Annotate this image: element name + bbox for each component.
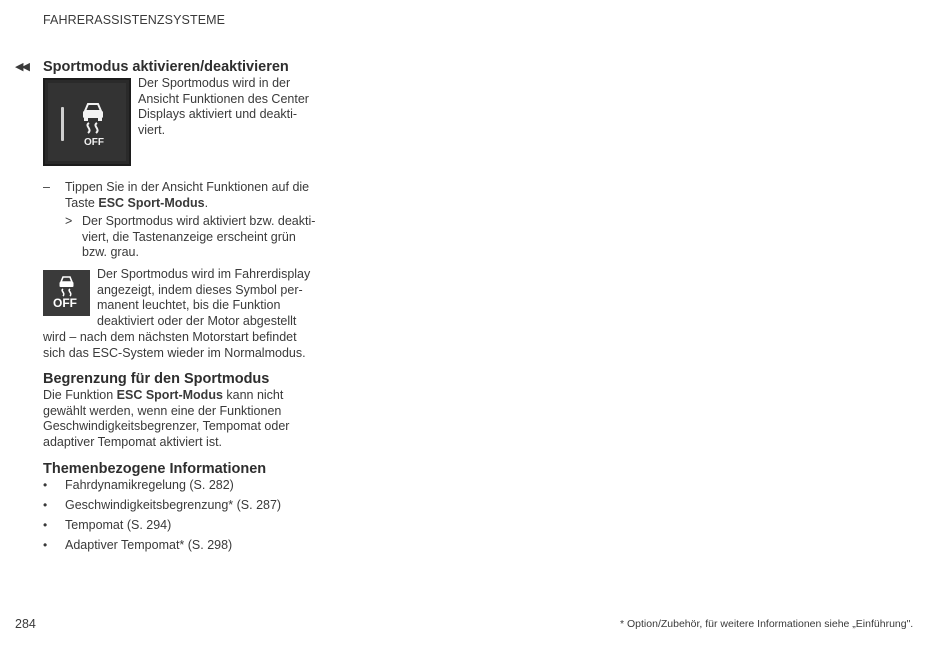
begrenzung-line: Geschwindigkeitsbegrenzer, Tempomat oder — [43, 419, 290, 434]
intro-line: Displays aktiviert und deakti- — [138, 107, 298, 122]
intro-line: Ansicht Funktionen des Center — [138, 91, 309, 106]
result-line: viert, die Tastenanzeige erscheint grün — [82, 229, 296, 244]
result-marker: > — [65, 214, 73, 228]
result-line: bzw. grau. — [82, 245, 139, 260]
indicator-line: Der Sportmodus wird im Fahrerdisplay — [97, 267, 311, 281]
esc-sport-modus-label: ESC Sport-Modus — [116, 388, 223, 402]
begrenzung-line: gewählt werden, wenn eine der Funktionen — [43, 403, 282, 418]
step-text-prefix: Taste — [65, 195, 99, 210]
intro-line: viert. — [138, 122, 166, 137]
begrenzung-line — [43, 388, 289, 404]
page-number: 284 — [15, 617, 36, 631]
esc-sport-modus-label: ESC Sport-Modus — [98, 195, 205, 210]
indicator-line: deaktiviert oder der Motor abgestellt — [97, 313, 297, 328]
begrenzung-paragraph — [43, 388, 289, 450]
result-line: Der Sportmodus wird aktiviert bzw. deakti- — [82, 214, 316, 228]
indicator-paragraph — [97, 267, 310, 329]
footnote: * Option/Zubehör, für weitere Informationen siehe „Einführung". — [620, 618, 914, 630]
intro-paragraph — [138, 76, 309, 138]
step-line: Tippen Sie in der Ansicht Funktionen auf die — [65, 180, 310, 194]
indicator-led — [61, 107, 64, 141]
esc-off-button-image — [43, 78, 131, 166]
result-text — [82, 214, 315, 261]
related-link-tempomat[interactable]: Tempomat (S. 294) — [65, 518, 172, 532]
esc-off-indicator-image — [43, 270, 90, 316]
step-marker: – — [43, 180, 50, 194]
begrenzung-text-prefix: Die Funktion — [43, 388, 117, 402]
indicator-line: manent leuchtet, bis die Funktion — [97, 298, 281, 313]
skidding-car-icon — [80, 100, 106, 136]
skidding-car-icon — [57, 275, 76, 297]
bullet-dot: • — [43, 538, 48, 552]
related-link-adaptiver-tempomat[interactable]: Adaptiver Tempomat* (S. 298) — [65, 538, 233, 552]
indicator-line: sich das ESC-System wieder im Normalmodus. — [43, 345, 306, 360]
related-link-fahrdynamikregelung[interactable]: Fahrdynamikregelung (S. 282) — [65, 478, 234, 492]
indicator-line: angezeigt, indem dieses Symbol per- — [97, 282, 303, 297]
bullet-dot: • — [43, 478, 48, 492]
section-header: FAHRERASSISTENZSYSTEME — [43, 13, 226, 27]
off-label: OFF — [84, 137, 104, 148]
intro-line: Der Sportmodus wird in der — [138, 76, 291, 90]
off-label: OFF — [53, 296, 77, 310]
section-title-themen: Themenbezogene Informationen — [43, 461, 267, 477]
indicator-paragraph-continued — [43, 330, 306, 361]
indicator-line: wird – nach dem nächsten Motorstart befindet — [43, 330, 297, 344]
bullet-dot: • — [43, 518, 48, 532]
begrenzung-text-suffix: kann nicht — [222, 388, 284, 402]
section-title-sportmodus: Sportmodus aktivieren/deaktivieren — [43, 59, 289, 75]
bullet-dot: • — [43, 498, 48, 512]
double-left-triangle-icon[interactable]: ◀◀ — [15, 61, 28, 73]
begrenzung-line: adaptiver Tempomat aktiviert ist. — [43, 434, 223, 449]
related-link-geschwindigkeitsbegrenzung[interactable]: Geschwindigkeitsbegrenzung* (S. 287) — [65, 498, 282, 512]
step-text-suffix: . — [204, 195, 209, 210]
step-text — [65, 180, 309, 211]
step-line — [65, 196, 309, 212]
section-title-begrenzung: Begrenzung für den Sportmodus — [43, 371, 270, 387]
